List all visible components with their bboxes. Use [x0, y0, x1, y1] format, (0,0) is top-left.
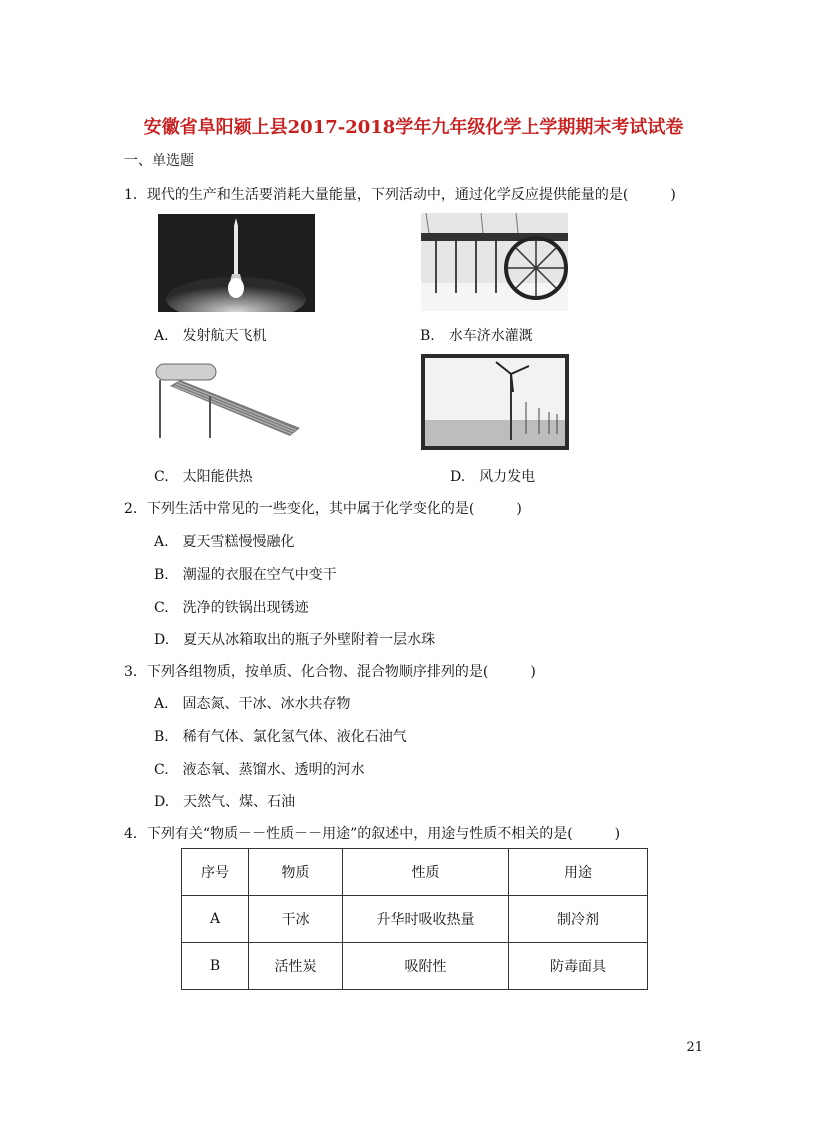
q2-option-c: C. 洗净的铁锅出现锈迹: [154, 600, 309, 616]
table-cell: 制冷剂: [509, 896, 648, 943]
table-cell: 干冰: [249, 896, 343, 943]
header-cell: 用途: [509, 849, 648, 896]
table-cell: B: [182, 943, 249, 990]
q2-option-a: A. 夏天雪糕慢慢融化: [154, 534, 295, 550]
header-cell: 物质: [249, 849, 343, 896]
table-cell: A: [182, 896, 249, 943]
water-wheel-image: [421, 213, 568, 311]
property-use-table: [181, 848, 648, 990]
q3-option-b: B. 稀有气体、氯化氢气体、液化石油气: [154, 729, 407, 745]
q1-option-a: A. 发射航天飞机: [154, 328, 267, 344]
table-header-row: [182, 849, 648, 896]
q1-option-b: B. 水车济水灌溉: [420, 328, 533, 344]
q3-option-a: A. 固态氮、干冰、冰水共存物: [154, 696, 351, 712]
q3-option-c: C. 液态氧、蒸馏水、透明的河水: [154, 762, 365, 778]
table-cell: 升华时吸收热量: [343, 896, 509, 943]
question-1-stem: 1．现代的生产和生活要消耗大量能量，下列活动中，通过化学反应提供能量的是( ): [124, 187, 676, 203]
page-number: 21: [686, 1040, 703, 1055]
q2-option-d: D. 夏天从冰箱取出的瓶子外壁附着一层水珠: [154, 632, 436, 648]
header-cell: 序号: [182, 849, 249, 896]
table-row: [182, 943, 648, 990]
q1-option-c: C. 太阳能供热: [154, 469, 253, 485]
table-cell: 吸附性: [343, 943, 509, 990]
question-3-stem: 3．下列各组物质，按单质、化合物、混合物顺序排列的是( ): [124, 664, 536, 680]
page-title: 安徽省阜阳颍上县2017-2018学年九年级化学上学期期末考试试卷: [143, 117, 684, 138]
wind-turbines-image: [421, 354, 569, 450]
header-cell: 性质: [343, 849, 509, 896]
q2-option-b: B. 潮湿的衣服在空气中变干: [154, 567, 337, 583]
table-row: [182, 896, 648, 943]
section-heading: 一、单选题: [124, 153, 194, 169]
q1-option-d: D. 风力发电: [450, 469, 536, 485]
question-2-stem: 2．下列生活中常见的一些变化，其中属于化学变化的是( ): [124, 501, 522, 517]
rocket-launch-image: [158, 214, 315, 312]
table-cell: 防毒面具: [509, 943, 648, 990]
table-cell: 活性炭: [249, 943, 343, 990]
q3-option-d: D. 天然气、煤、石油: [154, 794, 296, 810]
question-4-stem: 4．下列有关“物质－－性质－－用途”的叙述中，用途与性质不相关的是( ): [124, 826, 621, 842]
solar-water-heater-image: [150, 356, 300, 440]
